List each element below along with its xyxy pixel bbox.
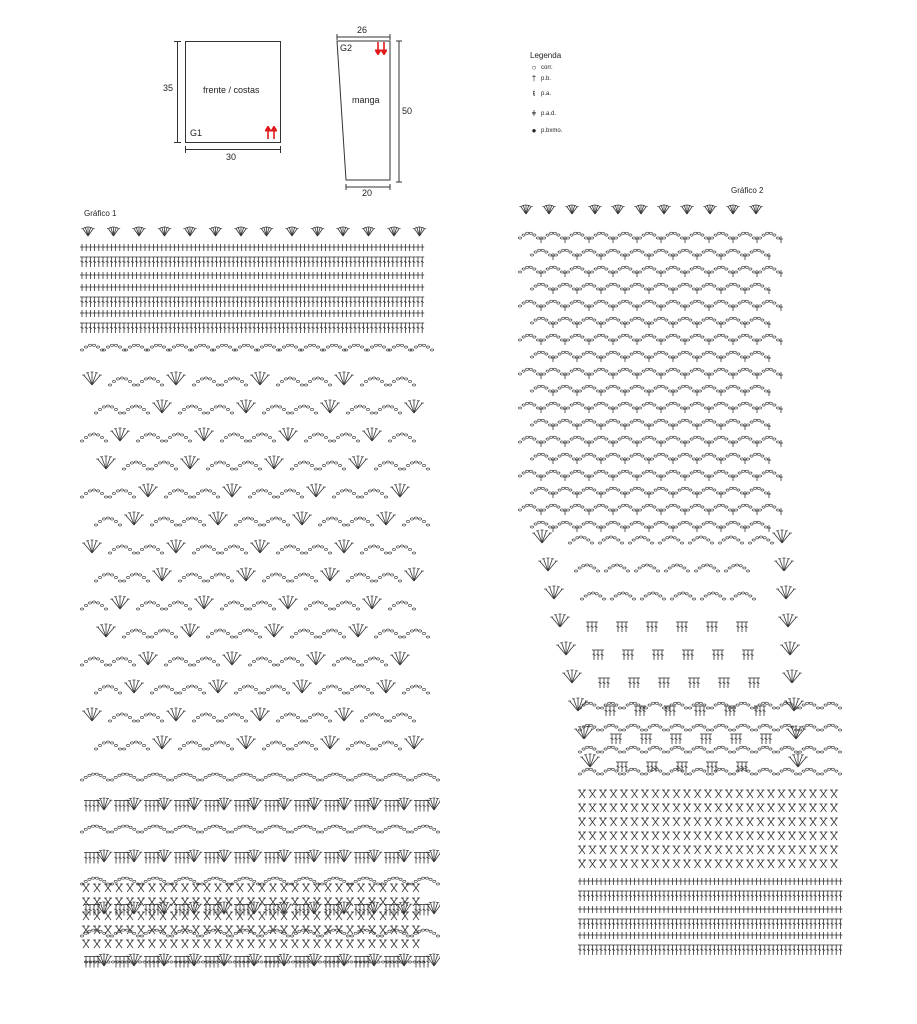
treble-crochet-icon: ǂ bbox=[531, 109, 537, 118]
up-arrows-icon bbox=[265, 126, 277, 139]
double-crochet-icon: ŧ bbox=[532, 89, 536, 98]
front-back-width-label: 30 bbox=[226, 152, 237, 162]
chain-stitch-icon: ○ bbox=[531, 63, 537, 72]
front-back-chart-code: G1 bbox=[190, 128, 203, 138]
dim-tick bbox=[174, 41, 181, 42]
legend-title: Legenda bbox=[530, 51, 562, 60]
legend-label: p.a.d. bbox=[541, 111, 557, 117]
chart1-title: Gráfico 1 bbox=[84, 209, 117, 218]
legend-item-slip-stitch bbox=[530, 127, 562, 135]
chart2-stitch-diagram bbox=[510, 198, 850, 968]
legend-label: p.bxmo. bbox=[541, 128, 563, 134]
sleeve-height-label: 50 bbox=[402, 106, 413, 116]
slip-stitch-icon: ● bbox=[531, 126, 537, 135]
height-dimension-line bbox=[177, 41, 178, 142]
sleeve-top-label: 26 bbox=[357, 25, 368, 35]
dim-tick bbox=[185, 146, 186, 153]
dim-tick bbox=[174, 142, 181, 143]
legend-item-treble-crochet bbox=[530, 110, 556, 118]
single-crochet-icon: † bbox=[531, 74, 537, 83]
legend-item-double-crochet bbox=[530, 90, 551, 98]
chart2-title: Gráfico 2 bbox=[731, 186, 764, 195]
legend-item-chain bbox=[530, 64, 553, 72]
legend-item-single-crochet bbox=[530, 75, 551, 83]
legend-label: p.a. bbox=[541, 91, 552, 97]
dim-tick bbox=[280, 146, 281, 153]
sleeve-chart-code: G2 bbox=[340, 43, 353, 53]
legend-label: p.b. bbox=[541, 76, 552, 82]
legend-label: corr. bbox=[541, 65, 553, 71]
sleeve-bottom-label: 20 bbox=[362, 188, 373, 198]
down-arrows-icon bbox=[375, 42, 387, 55]
sleeve-name-label: manga bbox=[352, 95, 380, 105]
front-back-height-label: 35 bbox=[163, 83, 174, 93]
front-back-name-label: frente / costas bbox=[203, 85, 260, 95]
width-dimension-line bbox=[185, 149, 280, 150]
chart1-stitch-diagram bbox=[70, 220, 440, 970]
